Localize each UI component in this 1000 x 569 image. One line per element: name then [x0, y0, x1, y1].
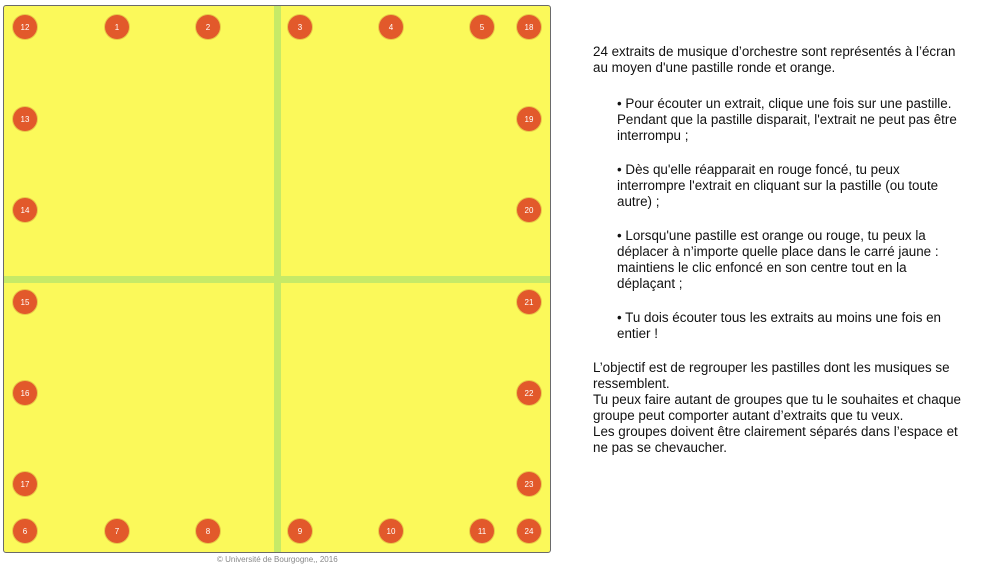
- dot-label: 14: [20, 205, 30, 215]
- dot-label: 6: [22, 526, 28, 536]
- instruction-item: [617, 228, 965, 292]
- dot-label: 8: [205, 526, 211, 536]
- instruction-item: [617, 162, 965, 210]
- dot-label: 7: [114, 526, 120, 536]
- music-dot-3[interactable]: [288, 15, 312, 39]
- instruction-line: • Dès qu'elle réapparait en rouge foncé, tu peux interrompre l'extrait en cliquant sur la pastille (ou toute autre) ;: [617, 162, 939, 209]
- instruction-line: Pendant que la pastille disparait, l'extrait ne peut pas être interrompu ;: [617, 112, 957, 143]
- music-dot-11[interactable]: [470, 519, 494, 543]
- dot-label: 4: [388, 22, 394, 32]
- music-dot-16[interactable]: [13, 381, 37, 405]
- dot-label: 11: [477, 526, 487, 536]
- instruction-line: • Lorsqu'une pastille est orange ou rouge, tu peux la déplacer à n’importe quelle place dans le carré jaune : maintiens le clic enfoncé en son centre tout en la déplaçant ;: [617, 228, 939, 291]
- dot-label: 9: [297, 526, 303, 536]
- intro-text: 24 extraits de musique d’orchestre sont représentés à l’écran au moyen d'une pastille ronde et orange.: [593, 44, 956, 75]
- copyright-notice: © Université de Bourgogne,, 2016: [217, 555, 338, 564]
- dot-label: 21: [524, 297, 534, 307]
- instruction-line: • Tu dois écouter tous les extraits au moins une fois en entier !: [617, 310, 942, 341]
- dot-label: 19: [524, 114, 534, 124]
- music-dot-8[interactable]: [196, 519, 220, 543]
- dot-label: 22: [524, 388, 534, 398]
- dot-label: 13: [20, 114, 30, 124]
- objective-line: L’objectif est de regrouper les pastilles dont les musiques se ressemblent.: [593, 360, 950, 391]
- sorting-board[interactable]: [3, 5, 551, 553]
- dot-label: 16: [20, 388, 30, 398]
- music-dot-13[interactable]: [13, 107, 37, 131]
- music-dot-17[interactable]: [13, 472, 37, 496]
- music-dot-2[interactable]: [196, 15, 220, 39]
- music-dot-15[interactable]: [13, 290, 37, 314]
- dot-label: 20: [524, 205, 534, 215]
- music-dot-21[interactable]: [517, 290, 541, 314]
- dot-label: 18: [524, 22, 534, 32]
- music-dot-6[interactable]: [13, 519, 37, 543]
- music-dot-12[interactable]: [13, 15, 37, 39]
- dot-label: 1: [114, 22, 120, 32]
- instruction-list: [617, 96, 965, 342]
- music-dot-4[interactable]: [379, 15, 403, 39]
- music-dot-10[interactable]: [379, 519, 403, 543]
- dot-label: 15: [20, 297, 30, 307]
- instruction-item: [617, 96, 965, 144]
- music-dot-1[interactable]: [105, 15, 129, 39]
- dot-label: 3: [297, 22, 303, 32]
- horizontal-divider: [4, 276, 550, 283]
- instructions-panel: [593, 44, 965, 456]
- music-dot-9[interactable]: [288, 519, 312, 543]
- objective-text: [593, 360, 965, 456]
- music-dot-14[interactable]: [13, 198, 37, 222]
- instruction-line: • Pour écouter un extrait, clique une fois sur une pastille.: [617, 96, 952, 111]
- music-dot-23[interactable]: [517, 472, 541, 496]
- music-dot-18[interactable]: [517, 15, 541, 39]
- objective-line: Tu peux faire autant de groupes que tu le souhaites et chaque groupe peut comporter autant d’extraits que tu veux.: [593, 392, 962, 423]
- music-dot-22[interactable]: [517, 381, 541, 405]
- dot-label: 10: [386, 526, 396, 536]
- objective-line: Les groupes doivent être clairement séparés dans l’espace et ne pas se chevaucher.: [593, 424, 958, 455]
- dot-label: 23: [524, 479, 534, 489]
- music-dot-20[interactable]: [517, 198, 541, 222]
- dot-label: 2: [205, 22, 211, 32]
- dot-label: 17: [20, 479, 30, 489]
- dot-label: 24: [524, 526, 534, 536]
- music-dot-24[interactable]: [517, 519, 541, 543]
- music-dot-19[interactable]: [517, 107, 541, 131]
- dot-label: 12: [20, 22, 30, 32]
- music-dot-7[interactable]: [105, 519, 129, 543]
- dot-label: 5: [479, 22, 485, 32]
- music-dot-5[interactable]: [470, 15, 494, 39]
- instruction-item: [617, 310, 965, 342]
